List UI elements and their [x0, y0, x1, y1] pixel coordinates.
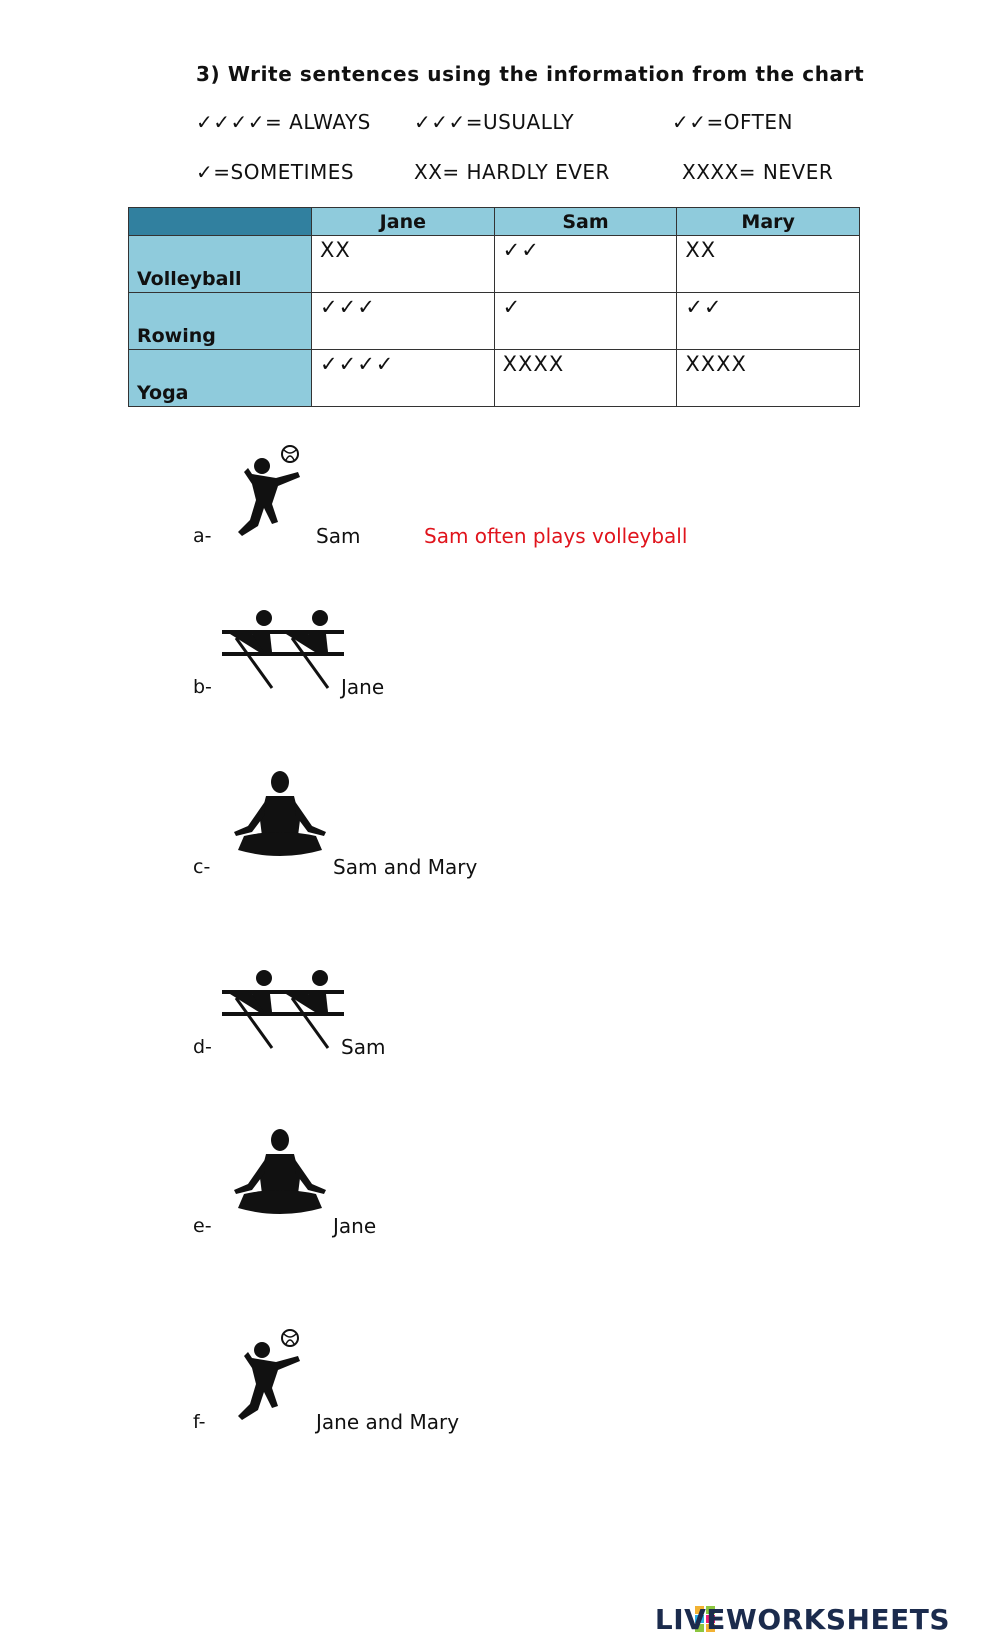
item-a-subject: Sam: [316, 524, 361, 548]
item-b-subject: Jane: [341, 675, 385, 699]
legend-text: =SOMETIMES: [213, 160, 355, 184]
row-header-yoga: Yoga: [129, 350, 312, 407]
legend-text: XXXX= NEVER: [682, 160, 834, 184]
legend-symbol: ✓✓✓✓: [196, 110, 266, 134]
chart-cell: ✓✓✓: [312, 293, 495, 350]
chart-row-volleyball: [129, 236, 860, 293]
row-header-volleyball: Volleyball: [129, 236, 312, 293]
chart-row-yoga: [129, 350, 860, 407]
volleyball-icon: [222, 444, 318, 540]
item-a-letter: a-: [193, 525, 212, 547]
item-d-subject: Sam: [341, 1035, 386, 1059]
liveworksheets-brand[interactable]: LIVEWORKSHEETS: [654, 1603, 950, 1636]
item-d-letter: d-: [193, 1036, 212, 1058]
chart-corner-cell: [129, 208, 312, 236]
item-f-letter: f-: [193, 1411, 206, 1433]
chart-cell: ✓✓✓✓: [312, 350, 495, 407]
instruction-heading: 3) Write sentences using the information from the chart: [196, 62, 865, 86]
legend-text: = ALWAYS: [265, 110, 371, 134]
column-header-sam: Sam: [494, 208, 677, 236]
item-e-subject: Jane: [333, 1214, 377, 1238]
legend-hardly-ever: [414, 160, 610, 184]
chart-cell: ✓: [494, 293, 677, 350]
item-e-letter: e-: [193, 1215, 212, 1237]
frequency-chart: [128, 207, 860, 407]
legend-sometimes: [196, 160, 354, 184]
chart-cell: ✓✓: [677, 293, 860, 350]
chart-cell: XXXX: [494, 350, 677, 407]
item-a-answer[interactable]: Sam often plays volleyball: [424, 524, 688, 548]
chart-cell: XX: [677, 236, 860, 293]
item-c-letter: c-: [193, 856, 211, 878]
legend-text: =OFTEN: [706, 110, 793, 134]
legend-symbol: ✓✓✓: [414, 110, 466, 134]
column-header-jane: Jane: [312, 208, 495, 236]
legend-symbol: ✓✓: [672, 110, 707, 134]
chart-cell: XX: [312, 236, 495, 293]
row-header-rowing: Rowing: [129, 293, 312, 350]
chart-row-rowing: [129, 293, 860, 350]
legend-never: [682, 160, 833, 184]
legend-often: [672, 110, 793, 134]
rowing-icon: [222, 968, 346, 1054]
chart-cell: XXXX: [677, 350, 860, 407]
item-b-letter: b-: [193, 676, 212, 698]
chart-header-row: [129, 208, 860, 236]
item-f-subject: Jane and Mary: [316, 1410, 460, 1434]
legend-symbol: ✓: [196, 160, 214, 184]
legend-text: XX= HARDLY EVER: [414, 160, 610, 184]
volleyball-icon: [222, 1328, 318, 1424]
chart-cell: ✓✓: [494, 236, 677, 293]
column-header-mary: Mary: [677, 208, 860, 236]
yoga-icon: [230, 770, 330, 866]
rowing-icon: [222, 608, 346, 694]
legend-text: =USUALLY: [465, 110, 575, 134]
legend-always: [196, 110, 371, 134]
yoga-icon: [230, 1128, 330, 1224]
legend-usually: [414, 110, 574, 134]
item-c-subject: Sam and Mary: [333, 855, 478, 879]
